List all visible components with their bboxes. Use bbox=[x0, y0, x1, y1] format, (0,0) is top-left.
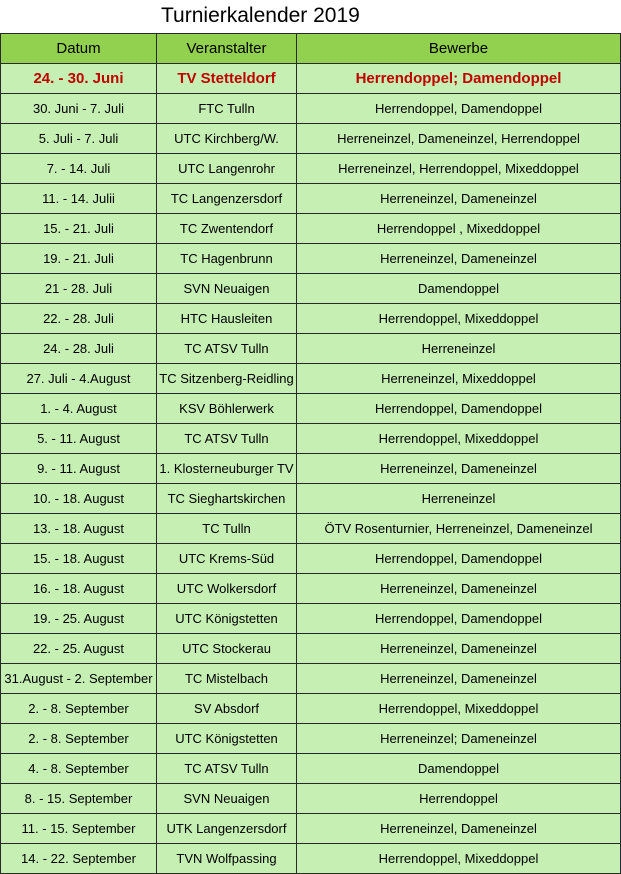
date-cell: 11. - 15. September bbox=[1, 814, 157, 844]
title-row bbox=[0, 0, 621, 33]
date-cell: 13. - 18. August bbox=[1, 514, 157, 544]
organizer-cell: TC ATSV Tulln bbox=[157, 754, 297, 784]
competitions-cell: Herrendoppel, Mixeddoppel bbox=[297, 694, 621, 724]
competitions-cell: ÖTV Rosenturnier, Herreneinzel, Dameneinzel bbox=[297, 514, 621, 544]
competitions-cell: Damendoppel bbox=[297, 274, 621, 304]
date-cell: 27. Juli - 4.August bbox=[1, 364, 157, 394]
table-row bbox=[1, 574, 621, 604]
date-cell: 8. - 15. September bbox=[1, 784, 157, 814]
organizer-cell: TC Langenzersdorf bbox=[157, 184, 297, 214]
date-cell: 2. - 8. September bbox=[1, 724, 157, 754]
date-cell: 21 - 28. Juli bbox=[1, 274, 157, 304]
table-row bbox=[1, 364, 621, 394]
date-cell: 15. - 21. Juli bbox=[1, 214, 157, 244]
date-cell: 14. - 22. September bbox=[1, 844, 157, 874]
competitions-cell: Herreneinzel bbox=[297, 334, 621, 364]
competitions-cell: Herrendoppel, Damendoppel bbox=[297, 94, 621, 124]
organizer-cell: TC ATSV Tulln bbox=[157, 424, 297, 454]
competitions-cell: Damendoppel bbox=[297, 754, 621, 784]
organizer-cell: TC Sieghartskirchen bbox=[157, 484, 297, 514]
organizer-cell: TC Hagenbrunn bbox=[157, 244, 297, 274]
table-row bbox=[1, 154, 621, 184]
competitions-cell: Herreneinzel bbox=[297, 484, 621, 514]
organizer-cell: TC Tulln bbox=[157, 514, 297, 544]
competitions-cell: Herreneinzel, Dameneinzel bbox=[297, 454, 621, 484]
highlight-row bbox=[1, 64, 621, 94]
organizer-cell: UTC Königstetten bbox=[157, 604, 297, 634]
competitions-cell: Herreneinzel, Dameneinzel bbox=[297, 664, 621, 694]
competitions-cell: Herrendoppel, Damendoppel bbox=[297, 394, 621, 424]
highlight-date-cell: 24. - 30. Juni bbox=[1, 64, 157, 94]
table-row bbox=[1, 184, 621, 214]
competitions-cell: Herrendoppel, Mixeddoppel bbox=[297, 424, 621, 454]
table-row bbox=[1, 304, 621, 334]
column-header-competitions: Bewerbe bbox=[297, 34, 621, 64]
table-row bbox=[1, 664, 621, 694]
date-cell: 10. - 18. August bbox=[1, 484, 157, 514]
table-header-row bbox=[1, 34, 621, 64]
organizer-cell: UTC Königstetten bbox=[157, 724, 297, 754]
competitions-cell: Herrendoppel bbox=[297, 784, 621, 814]
organizer-cell: TC Mistelbach bbox=[157, 664, 297, 694]
page-title: Turnierkalender 2019 bbox=[161, 4, 360, 27]
highlight-competitions-cell: Herrendoppel; Damendoppel bbox=[297, 64, 621, 94]
organizer-cell: UTC Langenrohr bbox=[157, 154, 297, 184]
table-row bbox=[1, 244, 621, 274]
competitions-cell: Herreneinzel, Dameneinzel bbox=[297, 814, 621, 844]
organizer-cell: UTC Krems-Süd bbox=[157, 544, 297, 574]
organizer-cell: SVN Neuaigen bbox=[157, 784, 297, 814]
table-row bbox=[1, 724, 621, 754]
competitions-cell: Herrendoppel, Damendoppel bbox=[297, 544, 621, 574]
competitions-cell: Herreneinzel, Mixeddoppel bbox=[297, 364, 621, 394]
table-row bbox=[1, 844, 621, 874]
table-row bbox=[1, 694, 621, 724]
organizer-cell: SV Absdorf bbox=[157, 694, 297, 724]
table-row bbox=[1, 94, 621, 124]
organizer-cell: UTC Stockerau bbox=[157, 634, 297, 664]
date-cell: 19. - 25. August bbox=[1, 604, 157, 634]
highlight-organizer-cell: TV Stetteldorf bbox=[157, 64, 297, 94]
organizer-cell: FTC Tulln bbox=[157, 94, 297, 124]
table-row bbox=[1, 214, 621, 244]
date-cell: 9. - 11. August bbox=[1, 454, 157, 484]
organizer-cell: UTC Wolkersdorf bbox=[157, 574, 297, 604]
organizer-cell: KSV Böhlerwerk bbox=[157, 394, 297, 424]
date-cell: 24. - 28. Juli bbox=[1, 334, 157, 364]
date-cell: 19. - 21. Juli bbox=[1, 244, 157, 274]
date-cell: 31.August - 2. September bbox=[1, 664, 157, 694]
table-row bbox=[1, 334, 621, 364]
competitions-cell: Herreneinzel, Dameneinzel bbox=[297, 184, 621, 214]
organizer-cell: TVN Wolfpassing bbox=[157, 844, 297, 874]
date-cell: 16. - 18. August bbox=[1, 574, 157, 604]
date-cell: 22. - 25. August bbox=[1, 634, 157, 664]
organizer-cell: HTC Hausleiten bbox=[157, 304, 297, 334]
date-cell: 1. - 4. August bbox=[1, 394, 157, 424]
tournament-calendar-table bbox=[0, 33, 621, 874]
table-row bbox=[1, 754, 621, 784]
table-row bbox=[1, 274, 621, 304]
date-cell: 11. - 14. Julii bbox=[1, 184, 157, 214]
table-row bbox=[1, 454, 621, 484]
organizer-cell: UTK Langenzersdorf bbox=[157, 814, 297, 844]
competitions-cell: Herrendoppel, Damendoppel bbox=[297, 604, 621, 634]
competitions-cell: Herreneinzel, Herrendoppel, Mixeddoppel bbox=[297, 154, 621, 184]
organizer-cell: TC Zwentendorf bbox=[157, 214, 297, 244]
competitions-cell: Herreneinzel, Dameneinzel bbox=[297, 634, 621, 664]
table-row bbox=[1, 394, 621, 424]
competitions-cell: Herrendoppel , Mixeddoppel bbox=[297, 214, 621, 244]
table-row bbox=[1, 634, 621, 664]
competitions-cell: Herreneinzel, Dameneinzel, Herrendoppel bbox=[297, 124, 621, 154]
table-row bbox=[1, 544, 621, 574]
date-cell: 22. - 28. Juli bbox=[1, 304, 157, 334]
organizer-cell: TC ATSV Tulln bbox=[157, 334, 297, 364]
competitions-cell: Herrendoppel, Mixeddoppel bbox=[297, 844, 621, 874]
table-row bbox=[1, 784, 621, 814]
date-cell: 5. - 11. August bbox=[1, 424, 157, 454]
column-header-date: Datum bbox=[1, 34, 157, 64]
table-row bbox=[1, 514, 621, 544]
organizer-cell: SVN Neuaigen bbox=[157, 274, 297, 304]
organizer-cell: TC Sitzenberg-Reidling bbox=[157, 364, 297, 394]
competitions-cell: Herrendoppel, Mixeddoppel bbox=[297, 304, 621, 334]
table-row bbox=[1, 124, 621, 154]
competitions-cell: Herreneinzel; Dameneinzel bbox=[297, 724, 621, 754]
table-row bbox=[1, 604, 621, 634]
date-cell: 2. - 8. September bbox=[1, 694, 157, 724]
table-row bbox=[1, 424, 621, 454]
table-row bbox=[1, 484, 621, 514]
table-row bbox=[1, 814, 621, 844]
date-cell: 7. - 14. Juli bbox=[1, 154, 157, 184]
competitions-cell: Herreneinzel, Dameneinzel bbox=[297, 574, 621, 604]
organizer-cell: 1. Klosterneuburger TV bbox=[157, 454, 297, 484]
organizer-cell: UTC Kirchberg/W. bbox=[157, 124, 297, 154]
date-cell: 5. Juli - 7. Juli bbox=[1, 124, 157, 154]
column-header-organizer: Veranstalter bbox=[157, 34, 297, 64]
date-cell: 4. - 8. September bbox=[1, 754, 157, 784]
date-cell: 30. Juni - 7. Juli bbox=[1, 94, 157, 124]
date-cell: 15. - 18. August bbox=[1, 544, 157, 574]
competitions-cell: Herreneinzel, Dameneinzel bbox=[297, 244, 621, 274]
